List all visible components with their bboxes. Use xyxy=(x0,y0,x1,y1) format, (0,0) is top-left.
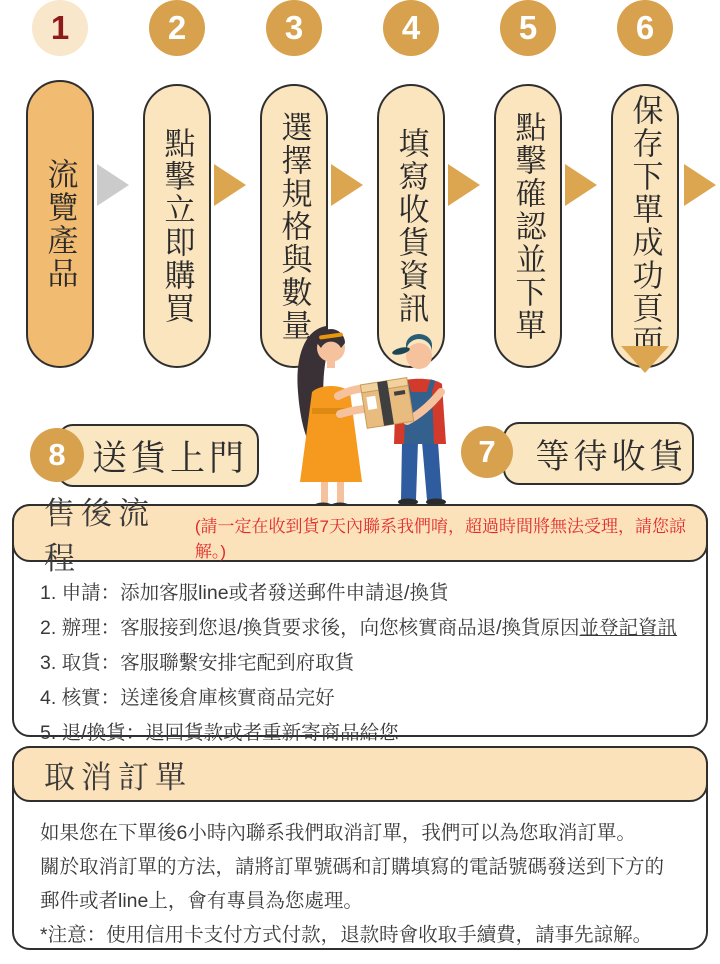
flow-arrow-icon xyxy=(565,164,597,206)
cancel-order-title: 取消訂單 xyxy=(44,759,192,795)
flow-step-7-pill xyxy=(503,422,694,485)
flow-step-8-pill xyxy=(57,424,259,487)
cancel-order-paragraph: 如果您在下單後6小時內聯系我們取消訂單，我們可以為您取消訂單。 xyxy=(40,822,636,844)
aftersales-item xyxy=(40,646,680,681)
aftersales-item-text: 1. 申請：添加客服line或者發送郵件申請退/換貨 xyxy=(40,582,449,604)
aftersales-title: 售後流程 xyxy=(44,496,155,576)
cancel-order-header xyxy=(12,746,708,802)
cancel-order-paragraph: 關於取消訂單的方法，請將訂單號碼和訂購填寫的電話號碼發送到下方的郵件或者line上，會有專員為您處理。 xyxy=(40,856,665,912)
step-number: 5 xyxy=(518,9,538,46)
step-label: 送貨上門 xyxy=(91,438,248,478)
flow-arrow-icon xyxy=(331,164,363,206)
flow-arrow-down-icon xyxy=(621,346,669,373)
step-number: 1 xyxy=(50,9,70,46)
aftersales-item-text: 4. 核實：送達後倉庫核實商品完好 xyxy=(40,687,335,709)
cancel-order-body xyxy=(14,804,706,952)
step-number-badge xyxy=(266,0,322,56)
aftersales-item-text: 3. 取貨：客服聯繫安排宅配到府取貨 xyxy=(40,652,355,674)
step-label: 選擇規格與數量 xyxy=(276,110,312,342)
step-number-badge xyxy=(617,0,673,56)
aftersales-note: (請一定在收到貨7天內聯系我們唷，超過時間將無法受理，請您諒解。) xyxy=(194,517,686,561)
step-number: 7 xyxy=(478,434,496,469)
aftersales-item xyxy=(40,576,680,611)
aftersales-header xyxy=(12,496,708,576)
flow-arrow-icon xyxy=(684,164,716,206)
flow-arrow-icon xyxy=(448,164,480,206)
step-label: 等待收貨 xyxy=(535,438,688,476)
aftersales-item-underlined-text: 並登記資訊 xyxy=(579,617,678,639)
aftersales-list xyxy=(14,564,706,751)
step-number-badge xyxy=(461,426,513,478)
step-number: 8 xyxy=(48,437,66,472)
step-number-badge xyxy=(32,0,88,56)
flow-arrow-icon xyxy=(214,164,246,206)
step-number: 2 xyxy=(167,9,187,46)
aftersales-item xyxy=(40,611,680,646)
step-number-badge xyxy=(383,0,439,56)
step-number: 6 xyxy=(635,9,655,46)
step-number-badge xyxy=(149,0,205,56)
step-number: 3 xyxy=(284,9,304,46)
step-label: 流覽產品 xyxy=(42,158,78,290)
step-pill xyxy=(143,84,211,368)
flow-arrow-icon xyxy=(97,164,129,206)
aftersales-item xyxy=(40,681,680,716)
step-pill xyxy=(26,80,94,368)
aftersales-item-text: 5. 退/換貨：退回貨款或者重新寄商品給您 xyxy=(40,722,399,744)
step-number-badge xyxy=(30,428,84,482)
step-label: 點擊立即購買 xyxy=(159,127,195,325)
delivery-handover-illustration xyxy=(268,296,468,511)
cancel-order-section xyxy=(12,746,708,950)
step-pill xyxy=(494,84,562,368)
step-number-badge xyxy=(500,0,556,56)
cancel-order-paragraph: *注意：使用信用卡支付方式付款，退款時會收取手續費，請事先諒解。 xyxy=(40,924,653,946)
aftersales-body xyxy=(14,564,706,751)
aftersales-item-text: 2. 辦理：客服接到您退/換貨要求後，向您核實商品退/換貨原因 xyxy=(40,617,580,639)
aftersales-section xyxy=(12,496,708,744)
step-label: 保存下單成功頁面 xyxy=(627,94,663,358)
step-label: 填寫收貨資訊 xyxy=(393,127,429,325)
step-pill xyxy=(611,84,679,368)
step-label: 點擊確認並下單 xyxy=(510,110,546,342)
step-number: 4 xyxy=(401,9,421,46)
